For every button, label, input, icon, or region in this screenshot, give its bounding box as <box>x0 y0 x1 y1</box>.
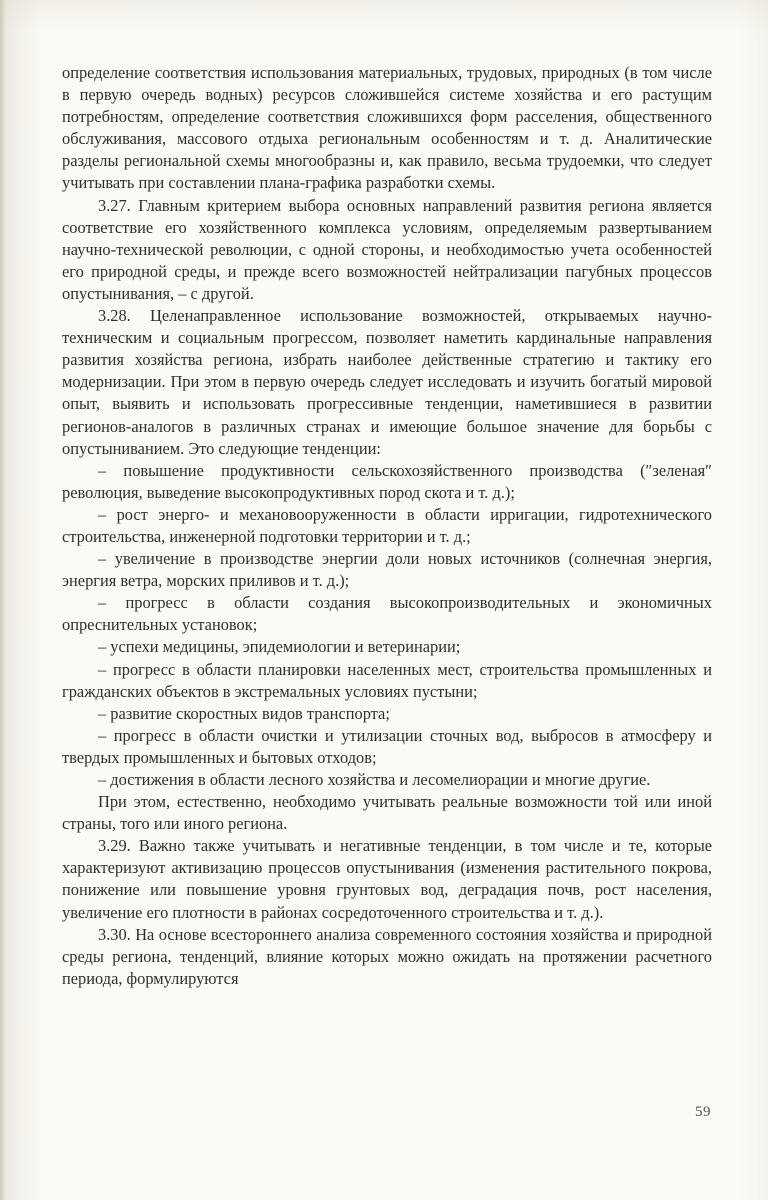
list-item: – повышение продуктивности сельскохозяйственного производства (″зеленая″ революция, выведение высокопродуктивных пород скота и т. д.); <box>62 460 712 502</box>
list-item: – развитие скоростных видов транспорта; <box>98 703 390 723</box>
list-item: – увеличение в производстве энергии доли новых источников (солнечная энергия, энергия ветра, морских приливов и т. д.); <box>62 549 712 591</box>
list-item: – успехи медицины, эпидемиологии и ветеринарии; <box>98 637 461 657</box>
list-item: – рост энерго- и механовооруженности в области ирригации, гидротехнического строительства, инженерной подготовки территории и т. д.; <box>62 504 712 546</box>
paragraph-3-27: 3.27. Главным критерием выбора основных направлений развития региона является соответствие его хозяйственного комплекса условиям, определяемым развертыванием научно-технической революции, с одной стороны, и необходимостью учета особенностей его природной среды, и прежде всего возможностей нейтрализации пагубных процессов опустынивания, – с другой. <box>62 195 712 303</box>
list-item: – прогресс в области создания высокопроизводительных и экономичных опреснительных установок; <box>62 593 712 635</box>
page-number: 59 <box>695 1104 711 1120</box>
paragraph-3-29: 3.29. Важно также учитывать и негативные тенденции, в том числе и те, которые характеризуют активизацию процессов опустынивания (изменения растительного покрова, понижение или повышение уровня грунтовых вод, деградация почв, рост населения, увеличение его плотности в районах сосредоточенного строительства и т. д.). <box>62 836 712 922</box>
paragraph-continuation: определение соответствия использования материальных, трудовых, природных (в том числе в первую очередь водных) ресурсов сложившейся системе хозяйства и его растущим потребностям, определение соответствия сложившихся форм расселения, общественного обслуживания, массового отдыха региональным особенностям и т. д. Аналитические разделы региональной схемы многообразны и, как правило, весьма трудоемки, что следует учитывать при составлении плана-графика разработки схемы. <box>62 63 712 193</box>
list-item: – прогресс в области планировки населенных мест, строительства промышленных и гражданских объектов в экстремальных условиях пустыни; <box>62 659 712 701</box>
body-text-column <box>62 62 712 990</box>
paragraph-3-30: 3.30. На основе всестороннего анализа современного состояния хозяйства и природной среды региона, тенденций, влияние которых можно ожидать на протяжении расчетного периода, формулируются <box>62 924 712 988</box>
paragraph-3-28: 3.28. Целенаправленное использование возможностей, открываемых научно-техническим и социальным прогрессом, позволяет наметить кардинальные направления развития хозяйства региона, избрать наиболее действенные стратегию и тактику его модернизации. При этом в первую очередь следует исследовать и изучить богатый мировой опыт, выявить и использовать прогрессивные тенденции, наметившиеся в развитии регионов-аналогов в различных странах и имеющие большое значение для борьбы с опустыниванием. Это следующие тенденции: <box>62 306 712 458</box>
scan-edge-shadow <box>0 0 6 1200</box>
list-item: – достижения в области лесного хозяйства и лесомелиорации и многие другие. <box>98 770 651 789</box>
list-item: – прогресс в области очистки и утилизации сточных вод, выбросов в атмосферу и твердых промышленных и бытовых отходов; <box>62 725 712 767</box>
paragraph-pri-etom: При этом, естественно, необходимо учитывать реальные возможности той или иной страны, того или иного региона. <box>62 792 712 834</box>
